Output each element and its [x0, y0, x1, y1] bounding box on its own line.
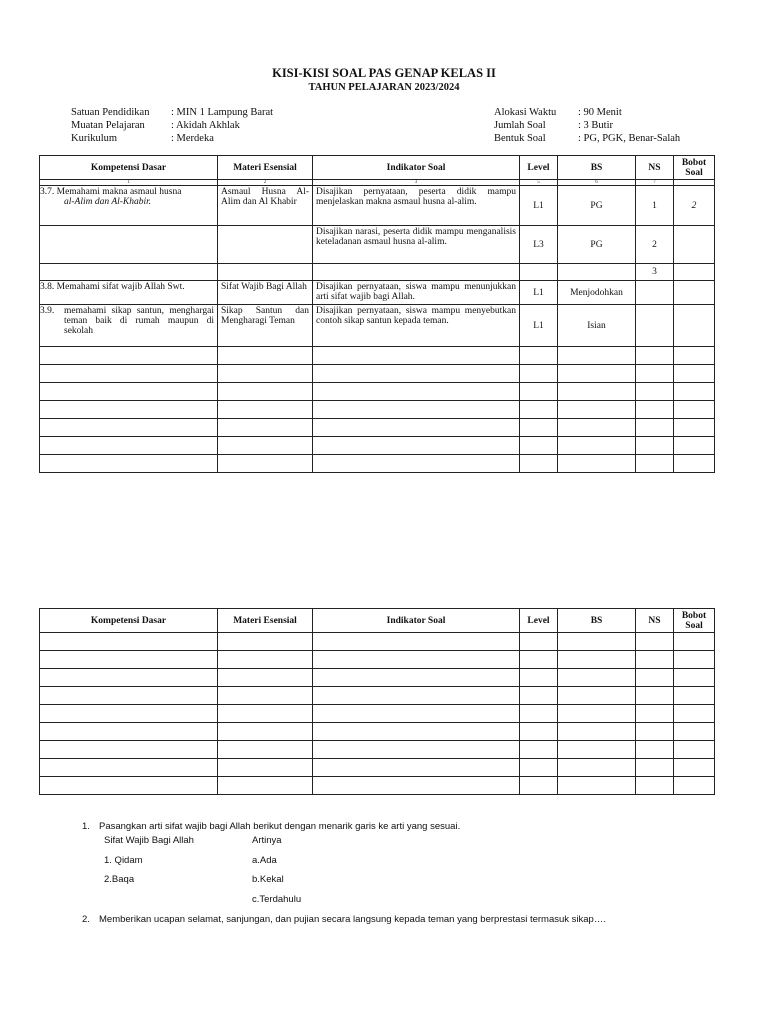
ns-cell: 2 — [636, 226, 674, 264]
kd-number: 3.7. — [40, 187, 55, 197]
col-header: Indikator Soal — [313, 156, 520, 180]
kd-cell — [40, 264, 218, 281]
kd-number: 3.9. — [40, 306, 55, 316]
level-cell: L1 — [520, 305, 558, 347]
meta-value: : Merdeka — [171, 133, 214, 144]
bobot-cell — [674, 226, 715, 264]
ns-cell: 1 — [636, 186, 674, 226]
right-column-heading: Artinya — [252, 835, 282, 846]
blank-table — [39, 608, 715, 795]
meta-key: Muatan Pelajaran — [71, 120, 145, 131]
level-cell: L3 — [520, 226, 558, 264]
kd-text: Memahami makna asmaul husna — [56, 187, 182, 197]
ns-cell — [636, 305, 674, 347]
col-header: Kompetensi Dasar — [40, 156, 218, 180]
meta-key: Kurikulum — [71, 133, 118, 144]
kd-text: Memahami sifat wajib Allah Swt. — [56, 282, 185, 292]
materi-cell: Asmaul Husna Al-Alim dan Al Khabir — [218, 186, 313, 226]
question-2-text: Memberikan ucapan selamat, sanjungan, dan pujian secara langsung kepada teman yang berprestasi termasuk sikap…. — [99, 914, 606, 925]
col-header: Level — [520, 609, 558, 633]
materi-cell: Sifat Wajib Bagi Allah — [218, 281, 313, 305]
table-header-row — [40, 609, 715, 633]
question-2-number: 2. — [82, 914, 90, 925]
col-header: Materi Esensial — [218, 156, 313, 180]
kd-cell — [40, 305, 218, 347]
match-right-item: b.Kekal — [252, 874, 284, 885]
bs-cell — [558, 264, 636, 281]
indikator-cell: Disajikan narasi, peserta didik mampu menganalisis keteladanan asmaul husna al-alim. — [313, 226, 520, 264]
indikator-cell: Disajikan pernyataan, peserta didik mampu menjelaskan makna asmaul husna al-alim. — [313, 186, 520, 226]
kd-cell — [40, 226, 218, 264]
bs-cell: PG — [558, 226, 636, 264]
col-header: BS — [558, 156, 636, 180]
col-header: Kompetensi Dasar — [40, 609, 218, 633]
level-cell: L1 — [520, 186, 558, 226]
empty-row — [40, 347, 715, 365]
col-number: 6 — [558, 180, 636, 186]
page-subtitle: TAHUN PELAJARAN 2023/2024 — [308, 82, 460, 93]
meta-key: Bentuk Soal — [494, 133, 546, 144]
table-row — [40, 226, 715, 264]
empty-row — [40, 669, 715, 687]
col-header: NS — [636, 156, 674, 180]
empty-row — [40, 383, 715, 401]
indikator-cell: Disajikan pernyataan, siswa mampu menunjukkan arti sifat wajib bagi Allah. — [313, 281, 520, 305]
col-header: Materi Esensial — [218, 609, 313, 633]
indikator-cell — [313, 264, 520, 281]
col-number: 3 — [313, 180, 520, 186]
empty-row — [40, 419, 715, 437]
empty-row — [40, 777, 715, 795]
meta-value: : PG, PGK, Benar-Salah — [578, 133, 681, 144]
empty-row — [40, 687, 715, 705]
left-column-heading: Sifat Wajib Bagi Allah — [104, 835, 194, 846]
materi-cell — [218, 264, 313, 281]
empty-row — [40, 455, 715, 473]
kd-italic: al-Alim dan Al-Khabir. — [64, 197, 152, 207]
col-header: NS — [636, 609, 674, 633]
bobot-cell — [674, 281, 715, 305]
meta-value: : MIN 1 Lampung Barat — [171, 107, 274, 118]
question-1-number: 1. — [82, 821, 90, 832]
indikator-cell: Disajikan pernyataan, siswa mampu menyebutkan contoh sikap santun kepada teman. — [313, 305, 520, 347]
empty-row — [40, 437, 715, 455]
question-1-text: Pasangkan arti sifat wajib bagi Allah berikut dengan menarik garis ke arti yang sesuai. — [99, 821, 461, 832]
empty-row — [40, 401, 715, 419]
bs-cell: Menjodohkan — [558, 281, 636, 305]
ns-cell — [636, 281, 674, 305]
empty-row — [40, 741, 715, 759]
bobot-cell: 2 — [674, 186, 715, 226]
col-header: Indikator Soal — [313, 609, 520, 633]
col-number: 1 — [40, 180, 218, 186]
empty-row — [40, 633, 715, 651]
empty-row — [40, 705, 715, 723]
kd-cell — [40, 281, 218, 305]
bobot-cell — [674, 264, 715, 281]
table-row — [40, 281, 715, 305]
meta-value: : Akidah Akhlak — [171, 120, 240, 131]
col-number: 7 — [636, 180, 674, 186]
table-row — [40, 186, 715, 226]
col-header: BS — [558, 609, 636, 633]
empty-row — [40, 723, 715, 741]
kisi-kisi-table — [39, 155, 715, 473]
col-number: 2 — [218, 180, 313, 186]
meta-key: Satuan Pendidikan — [71, 107, 150, 118]
empty-row — [40, 651, 715, 669]
kd-text: memahami sikap santun, menghargai teman baik di rumah maupun di sekolah — [64, 306, 214, 336]
bs-cell: Isian — [558, 305, 636, 347]
bs-cell: PG — [558, 186, 636, 226]
kd-cell — [40, 186, 218, 226]
table-header-row — [40, 156, 715, 180]
col-header: Bobot Soal — [674, 609, 715, 633]
col-number: 5 — [520, 180, 558, 186]
empty-row — [40, 759, 715, 777]
page-title: KISI-KISI SOAL PAS GENAP KELAS II — [272, 66, 496, 80]
meta-key: Alokasi Waktu — [494, 107, 557, 118]
level-cell: L1 — [520, 281, 558, 305]
col-header: Level — [520, 156, 558, 180]
bobot-cell — [674, 305, 715, 347]
col-header: Bobot Soal — [674, 156, 715, 180]
meta-value: : 3 Butir — [578, 120, 614, 131]
meta-left — [71, 106, 273, 145]
materi-cell: Sikap Santun dan Mengharagi Teman — [218, 305, 313, 347]
table-row — [40, 305, 715, 347]
meta-value: : 90 Menit — [578, 107, 622, 118]
kd-number: 3.8. — [40, 282, 55, 292]
match-left-item: 1. Qidam — [104, 855, 143, 866]
match-right-item: a.Ada — [252, 855, 277, 866]
match-right-item: c.Terdahulu — [252, 894, 302, 905]
materi-cell — [218, 226, 313, 264]
match-left-item: 2.Baqa — [104, 874, 135, 885]
empty-row — [40, 365, 715, 383]
meta-right — [494, 106, 680, 145]
level-cell — [520, 264, 558, 281]
meta-key: Jumlah Soal — [494, 120, 546, 131]
table-row — [40, 264, 715, 281]
ns-cell: 3 — [636, 264, 674, 281]
